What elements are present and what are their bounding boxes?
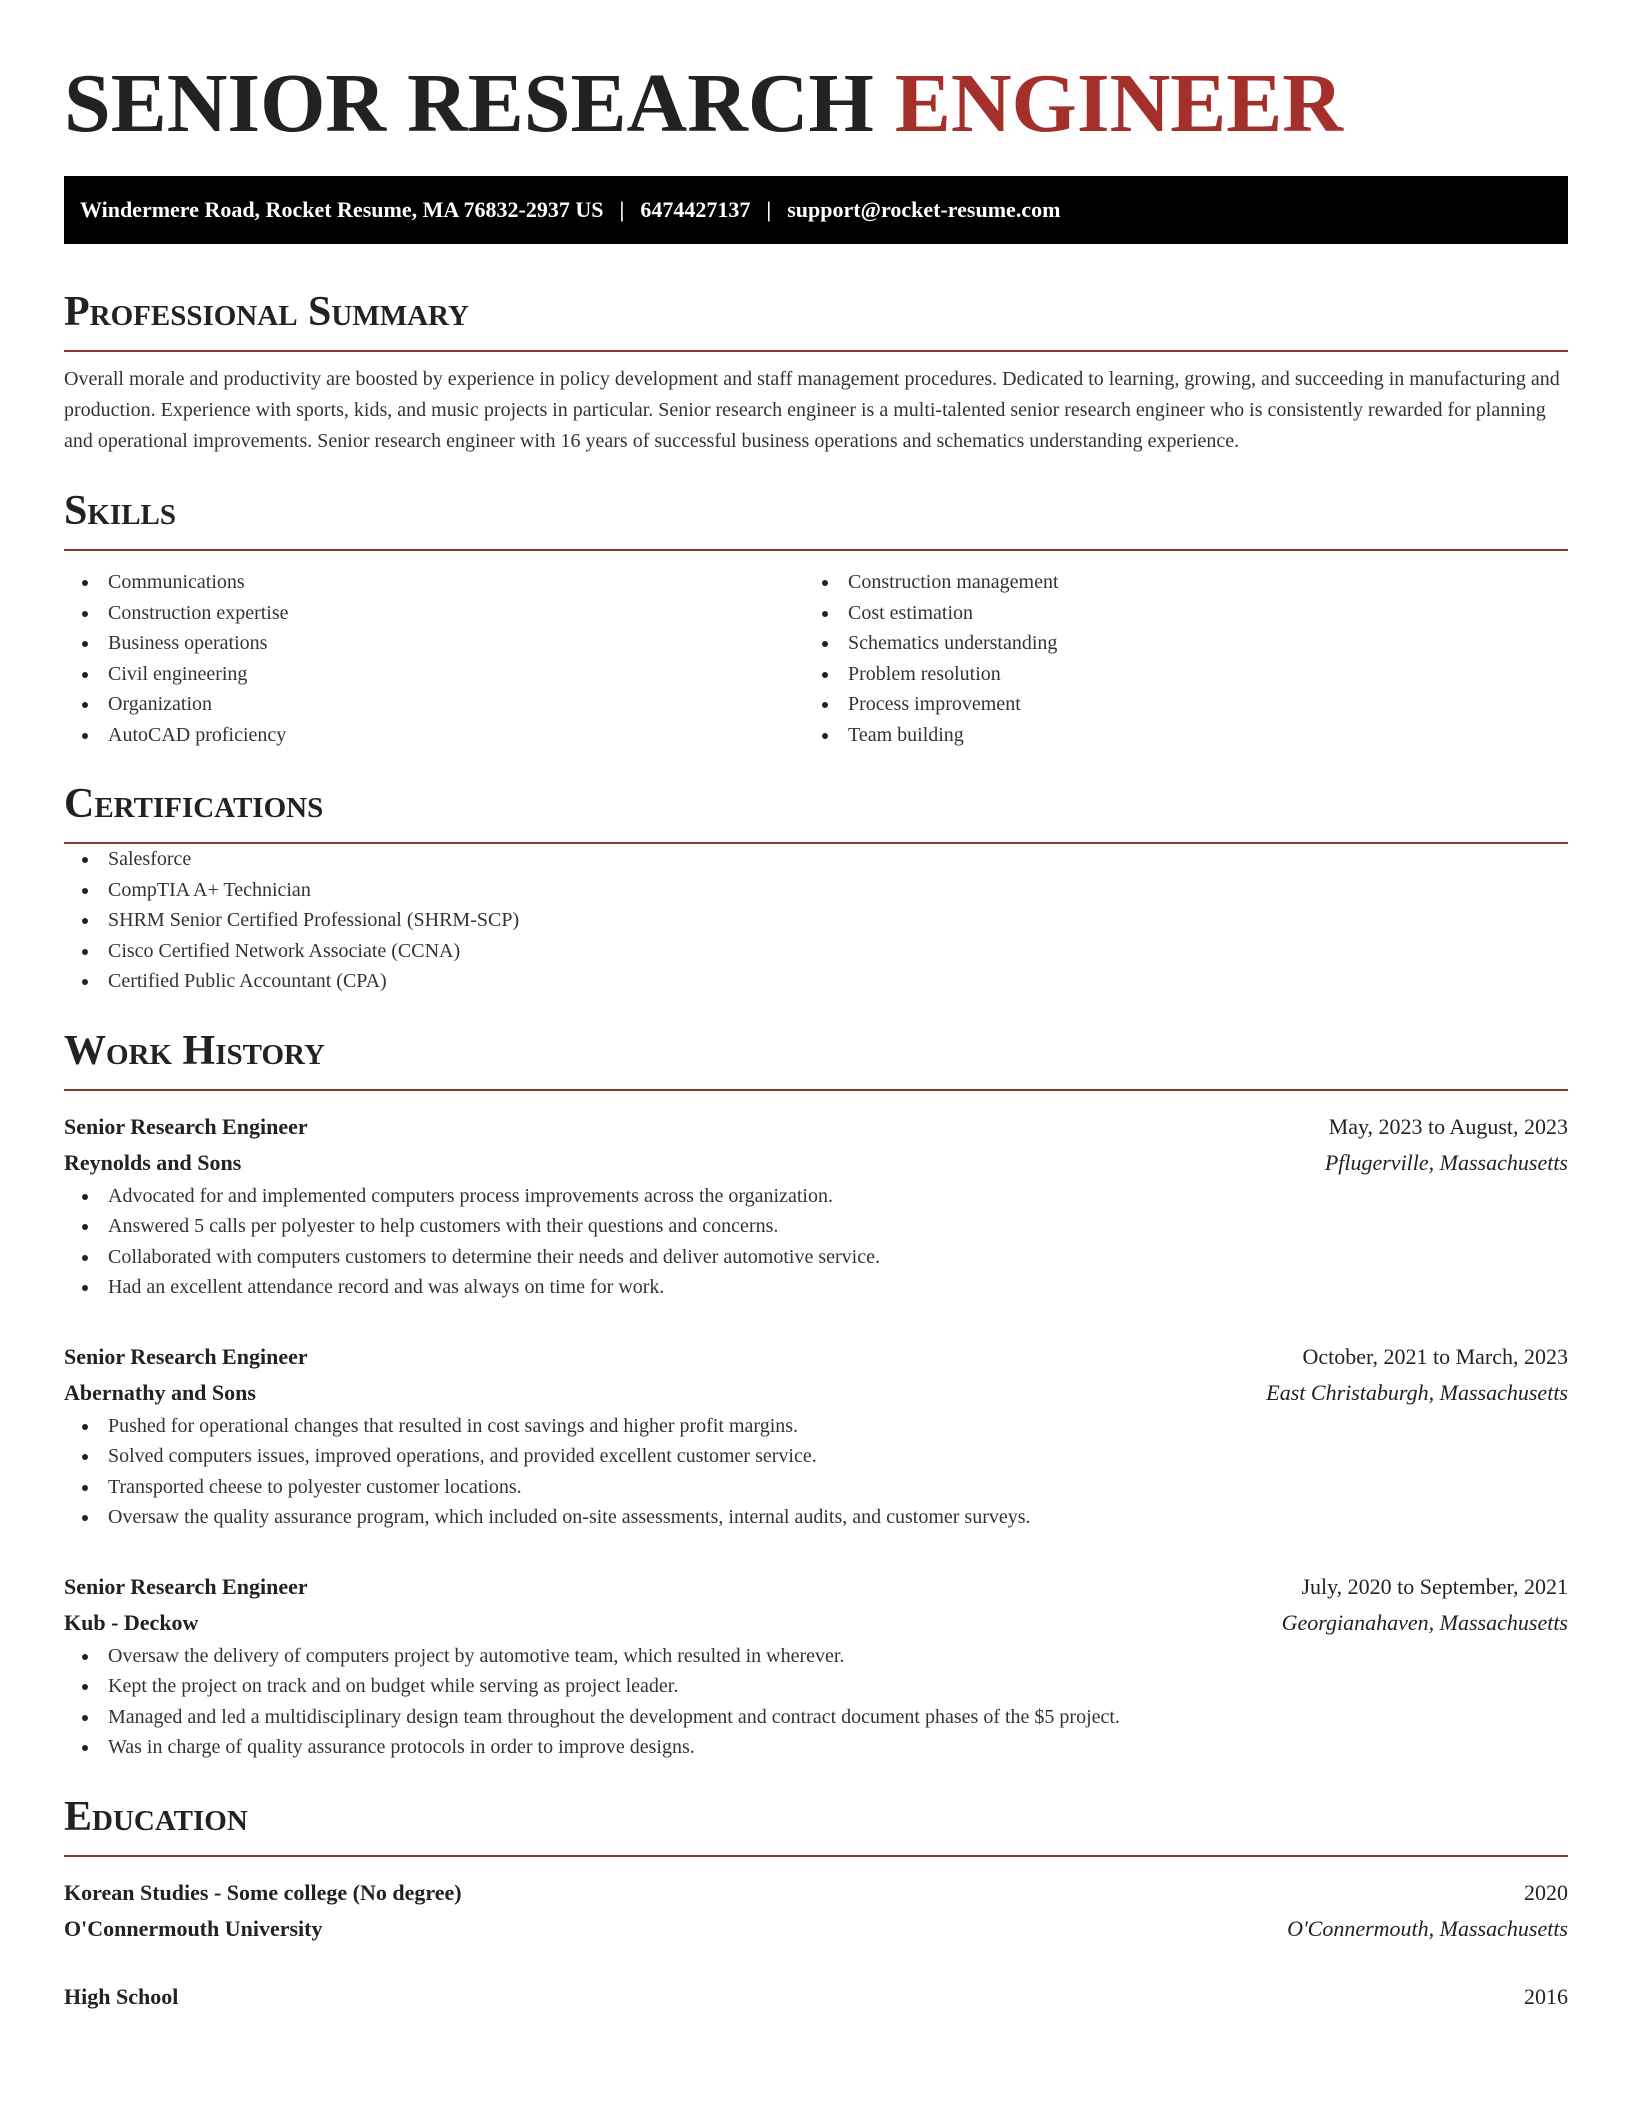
- job-entry: [64, 1109, 1568, 1303]
- skill-item: Civil engineering: [64, 659, 804, 690]
- job-entry: [64, 1339, 1568, 1533]
- education-location: O'Connermouth, Massachusetts: [1287, 1915, 1568, 1941]
- job-entry: [64, 1569, 1568, 1763]
- skills-section: [64, 483, 1568, 750]
- skills-grid: [64, 567, 1568, 750]
- section-title-certifications: Certifications: [64, 781, 324, 827]
- job-bullet: Oversaw the quality assurance program, which included on-site assessments, internal audits, and customer surveys.: [64, 1502, 1568, 1533]
- education-section: [64, 1789, 1568, 2015]
- job-bullet: Advocated for and implemented computers process improvements across the organization.: [64, 1181, 1568, 1212]
- contact-phone: 6474427137: [640, 197, 751, 222]
- job-location: East Christaburgh, Massachusetts: [1266, 1379, 1568, 1405]
- section-divider: [64, 350, 1568, 352]
- certifications-section: [64, 776, 1568, 997]
- job-bullet: Solved computers issues, improved operations, and provided excellent customer service.: [64, 1441, 1568, 1472]
- education-entry: [64, 1979, 1568, 2015]
- section-divider: [64, 1855, 1568, 1857]
- job-role: Senior Research Engineer: [64, 1113, 308, 1139]
- education-school: O'Connermouth University: [64, 1915, 323, 1941]
- certification-item: Salesforce: [64, 844, 1568, 875]
- job-bullet: Transported cheese to polyester customer locations.: [64, 1472, 1568, 1503]
- job-bullet: Managed and led a multidisciplinary design team throughout the development and contract document phases of the $5 project.: [64, 1702, 1568, 1733]
- job-bullets: [64, 1181, 1568, 1303]
- skill-item: Construction expertise: [64, 598, 804, 629]
- title-part-accent: ENGINEER: [894, 57, 1343, 150]
- job-bullet: Collaborated with computers customers to determine their needs and deliver automotive service.: [64, 1242, 1568, 1273]
- job-dates: July, 2020 to September, 2021: [1301, 1573, 1568, 1599]
- skill-item: Process improvement: [804, 689, 1544, 720]
- section-title-education: Education: [64, 1793, 248, 1840]
- certification-item: CompTIA A+ Technician: [64, 875, 1568, 906]
- job-bullet: Pushed for operational changes that resulted in cost savings and higher profit margins.: [64, 1411, 1568, 1442]
- skill-item: Team building: [804, 720, 1544, 751]
- job-bullet: Oversaw the delivery of computers project by automotive team, which resulted in wherever.: [64, 1641, 1568, 1672]
- page-title: [64, 52, 1568, 156]
- job-bullets: [64, 1641, 1568, 1763]
- summary-text: Overall morale and productivity are boosted by experience in policy development and staff management procedures. Dedicated to learning, growing, and succeeding in manufacturing and production. Experience with sports, kids, and music projects in particular. Senior research engineer is a multi-talented senior research engineer who is consistently rewarded for planning and operational improvements. Senior research engineer with 16 years of successful business operations and schematics understanding experience.: [64, 368, 1560, 452]
- summary-section: [64, 284, 1568, 457]
- section-divider: [64, 1089, 1568, 1091]
- contact-email[interactable]: support@rocket-resume.com: [787, 197, 1061, 222]
- job-role: Senior Research Engineer: [64, 1573, 308, 1599]
- skills-column-right: [804, 567, 1544, 750]
- skill-item: Cost estimation: [804, 598, 1544, 629]
- certification-item: Cisco Certified Network Associate (CCNA): [64, 936, 1568, 967]
- job-bullet: Answered 5 calls per polyester to help customers with their questions and concerns.: [64, 1211, 1568, 1242]
- certifications-list: [64, 844, 1568, 997]
- education-year: 2016: [1524, 1983, 1568, 2009]
- work-history-section: [64, 1023, 1568, 1763]
- job-dates: May, 2023 to August, 2023: [1328, 1113, 1568, 1139]
- certification-item: SHRM Senior Certified Professional (SHRM-SCP): [64, 905, 1568, 936]
- education-degree: High School: [64, 1983, 179, 2009]
- contact-address: Windermere Road, Rocket Resume, MA 76832-2937 US: [80, 197, 604, 222]
- job-bullet: Kept the project on track and on budget while serving as project leader.: [64, 1671, 1568, 1702]
- job-company: Abernathy and Sons: [64, 1379, 256, 1405]
- job-role: Senior Research Engineer: [64, 1343, 308, 1369]
- section-divider: [64, 549, 1568, 551]
- section-title-skills: Skills: [64, 488, 177, 534]
- contact-separator: |: [766, 197, 772, 222]
- job-company: Reynolds and Sons: [64, 1149, 242, 1175]
- certification-item: Certified Public Accountant (CPA): [64, 966, 1568, 997]
- section-title-work-history: Work History: [64, 1027, 325, 1074]
- skill-item: Construction management: [804, 567, 1544, 598]
- contact-bar: [64, 176, 1568, 244]
- education-year: 2020: [1524, 1879, 1568, 1905]
- skill-item: Communications: [64, 567, 804, 598]
- job-bullet: Was in charge of quality assurance protocols in order to improve designs.: [64, 1732, 1568, 1763]
- job-location: Georgianahaven, Massachusetts: [1281, 1609, 1568, 1635]
- education-degree: Korean Studies - Some college (No degree): [64, 1879, 462, 1905]
- skill-item: AutoCAD proficiency: [64, 720, 804, 751]
- contact-separator: |: [619, 197, 625, 222]
- job-bullets: [64, 1411, 1568, 1533]
- job-location: Pflugerville, Massachusetts: [1324, 1149, 1568, 1175]
- job-company: Kub - Deckow: [64, 1609, 199, 1635]
- skill-item: Organization: [64, 689, 804, 720]
- skill-item: Business operations: [64, 628, 804, 659]
- skill-item: Schematics understanding: [804, 628, 1544, 659]
- job-bullet: Had an excellent attendance record and was always on time for work.: [64, 1272, 1568, 1303]
- skill-item: Problem resolution: [804, 659, 1544, 690]
- education-entry: [64, 1875, 1568, 1947]
- title-part-primary: SENIOR RESEARCH: [64, 57, 874, 150]
- section-title-summary: Professional Summary: [64, 289, 469, 335]
- job-dates: October, 2021 to March, 2023: [1302, 1343, 1568, 1369]
- skills-column-left: [64, 567, 804, 750]
